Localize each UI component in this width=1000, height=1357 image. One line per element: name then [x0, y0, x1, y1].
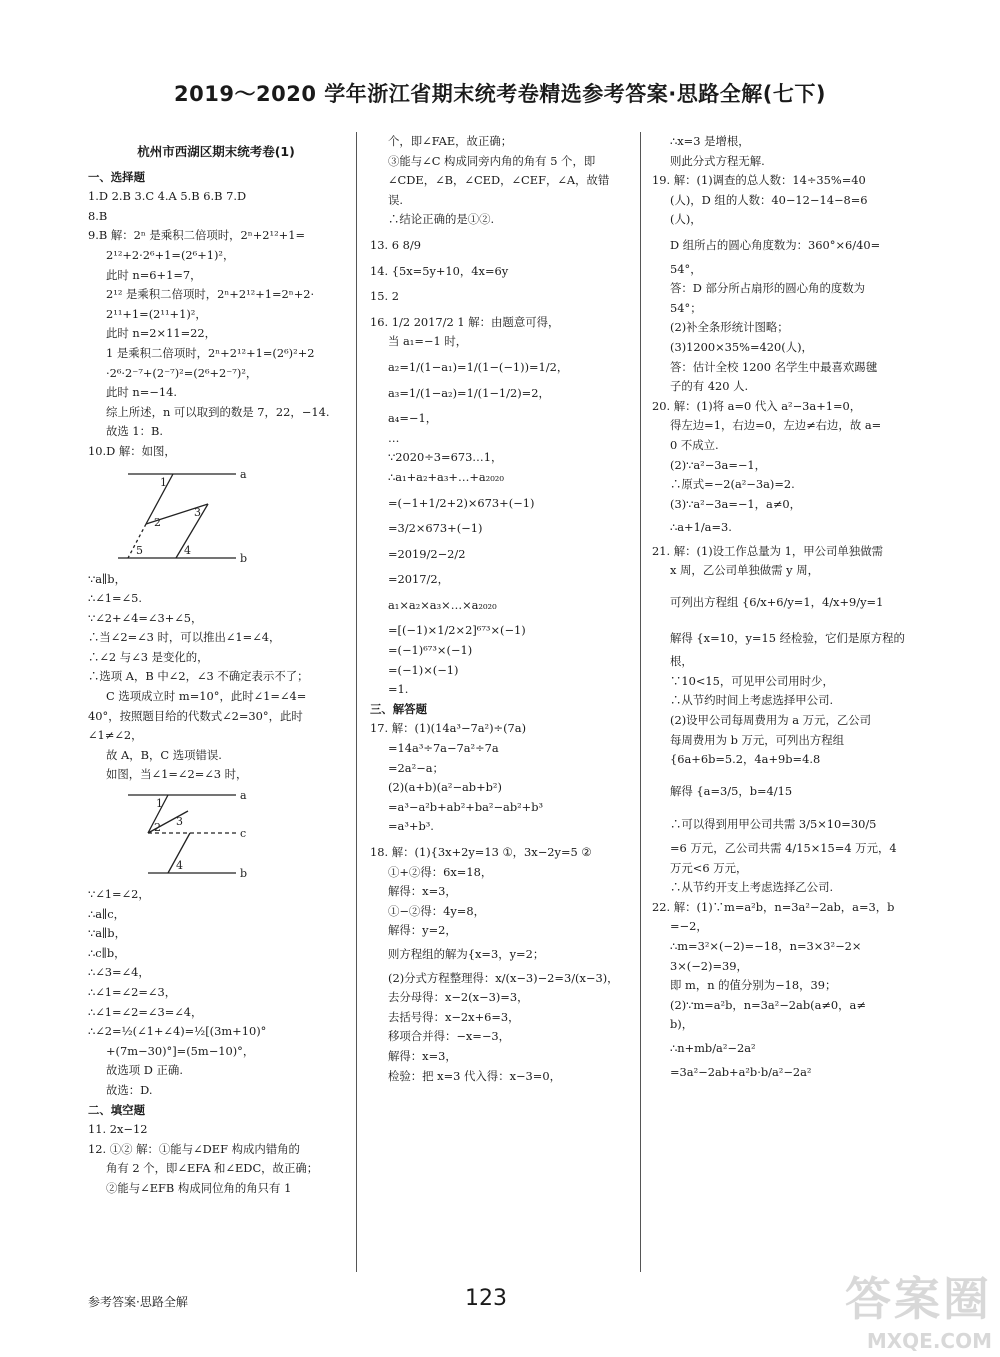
answer-line: 即 m，n 的值分别为−18，39； — [670, 978, 837, 993]
answer-line: x 周，乙公司单独做需 y 周， — [670, 563, 820, 578]
answer-line: ∴结论正确的是①②. — [388, 212, 495, 227]
answer-line: ∵a∥b， — [88, 926, 126, 941]
answer-line: 20. 解：(1)将 a=0 代入 a²−3a+1=0， — [652, 398, 862, 413]
answer-line: ∴原式=−2(a²−3a)=2. — [670, 477, 795, 492]
answer-line: ②能与∠EFB 构成同位角的角只有 1 — [106, 1180, 292, 1195]
answer-line: =a³+b³. — [388, 819, 434, 834]
watermark-logo — [845, 1263, 992, 1353]
answer-line: =2017/2， — [388, 572, 450, 587]
answer-line: ∵a∥b， — [88, 571, 126, 586]
line-label-a: a — [240, 789, 247, 803]
section-heading: 一、选择题 — [88, 169, 145, 184]
footer-label: 参考答案·思路全解 — [88, 1295, 188, 1309]
answer-line: ∴∠2=½(∠1+∠4)=½[(3m+10)° — [88, 1024, 267, 1039]
answer-line: =(−1+1/2+2)×673+(−1) — [388, 495, 535, 510]
answer-line: =3/2×673+(−1) — [388, 521, 483, 536]
answer-line: ∴从节约开支上考虑选择乙公司. — [670, 880, 834, 895]
answer-line: ∴a+1/a=3. — [670, 520, 732, 535]
answer-line: 解得：x=3， — [388, 1048, 457, 1063]
answer-line: a₃=1/(1−a₂)=1/(1−1/2)=2， — [388, 385, 550, 400]
answer-line: 0 不成立. — [670, 437, 719, 452]
line-label-b: b — [240, 867, 248, 881]
answer-line: 移项合并得：−x=−3， — [388, 1029, 511, 1044]
line-label-c: c — [240, 827, 247, 841]
answer-line: 则此分式方程无解. — [670, 153, 765, 168]
parallel-lines-figure-1 — [118, 464, 258, 568]
answer-line: 故 A，B，C 选项错误. — [106, 747, 222, 762]
answer-line: (人)， — [670, 212, 702, 227]
answer-line: 去括号得：x−2x+6=3， — [388, 1009, 520, 1024]
answer-line: 9.B 解：2ⁿ 是乘积二倍项时，2ⁿ+2¹²+1= — [88, 228, 305, 243]
answer-line: ∴∠1=∠2=∠3， — [88, 985, 177, 999]
answer-line: 此时 n=−14. — [106, 385, 177, 400]
answer-line: ①−②得：4y=8， — [388, 903, 485, 918]
answer-line: a₁×a₂×a₃×…×a₂₀₂₀ — [388, 597, 497, 612]
line-label-a: a — [240, 467, 247, 481]
column-middle — [370, 132, 632, 1086]
answer-line: 54°； — [670, 300, 702, 315]
answer-line: 故选 1：B. — [106, 424, 164, 439]
answer-line: 15. 2 — [370, 289, 399, 304]
answer-line: 解得 {x=10，y=15 经检验，它们是原方程的 — [670, 630, 905, 645]
answer-line: 根， — [670, 654, 693, 669]
answer-line: … — [388, 430, 400, 445]
answer-line: C 选项成立时 m=10°，此时∠1=∠4= — [106, 689, 307, 704]
answer-line: 误. — [388, 192, 404, 207]
answer-line: (2)∵m=a²b，n=3a²−2ab(a≠0，a≠ — [670, 997, 866, 1012]
answer-line: 去分母得：x−2(x−3)=3， — [388, 990, 529, 1005]
answer-line: 子的有 420 人. — [670, 379, 749, 394]
page-number: 123 — [465, 1286, 507, 1311]
answer-line: ∴∠2 与∠3 是变化的， — [88, 649, 209, 664]
parallel-lines-figure-2 — [118, 787, 258, 883]
answer-line: ∴当∠2=∠3 时，可以推出∠1=∠4， — [88, 630, 281, 645]
answer-line: a₄=−1， — [388, 411, 438, 426]
answer-line: ∴a₁+a₂+a₃+…+a₂₀₂₀ — [388, 469, 504, 484]
answer-line: (3)∵a²−3a=−1，a≠0， — [670, 496, 802, 511]
answer-line: 2¹¹+1=(2¹¹+1)²， — [106, 306, 207, 321]
answer-line: ∵2020÷3=673…1， — [388, 450, 503, 465]
angle-label-5: 5 — [136, 543, 143, 557]
answer-line: (2)∵a²−3a=−1， — [670, 457, 767, 472]
angle-label-3: 3 — [176, 815, 183, 829]
answer-line: =6 万元，乙公司共需 4/15×15=4 万元，4 — [670, 841, 897, 855]
answer-line: 可列出方程组 {6/x+6/y=1，4/x+9/y=1 — [670, 595, 884, 610]
answer-line: 10.D 解：如图， — [88, 443, 176, 458]
column-left — [88, 132, 344, 1199]
answer-line: 个，即∠FAE，故正确； — [388, 134, 513, 148]
page-title: 2019～2020 学年浙江省期末统考卷精选参考答案·思路全解(七下) — [174, 82, 826, 106]
answer-line: 1.D 2.B 3.C 4.A 5.B 6.B 7.D — [88, 189, 247, 204]
answer-line: ∴n+mb/a²−2a² — [670, 1040, 756, 1055]
answer-line: 21. 解：(1)设工作总量为 1，甲公司单独做需 — [652, 543, 883, 558]
angle-label-4: 4 — [176, 859, 183, 873]
answer-line: 此时 n=2×11=22， — [106, 326, 216, 341]
answer-line: 综上所述，n 可以取到的数是 7，22，−14. — [106, 404, 330, 419]
column-right — [652, 132, 906, 1082]
answer-line: =2019/2−2/2 — [388, 546, 466, 561]
answer-line: {6a+6b=5.2，4a+9b=4.8 — [670, 752, 821, 767]
answer-line: 12. ①② 解：①能与∠DEF 构成内错角的 — [88, 1141, 300, 1156]
answer-line: ∴∠1=∠5. — [88, 591, 142, 606]
answer-line: 14. {5x=5y+10，4x=6y — [370, 263, 509, 278]
answer-line: 解得：x=3， — [388, 884, 457, 899]
answer-line: 16. 1/2 2017/2 1 解：由题意可得， — [370, 314, 560, 329]
section-heading: 三、解答题 — [370, 701, 427, 716]
answer-line: a₂=1/(1−a₁)=1/(1−(−1))=1/2， — [388, 359, 569, 374]
answer-line: 故选：D. — [106, 1082, 153, 1097]
answer-line: 22. 解：(1)∵m=a²b，n=3a²−2ab，a=3，b — [652, 899, 895, 914]
angle-label-1: 1 — [156, 797, 163, 811]
angle-label-2: 2 — [154, 515, 161, 529]
answer-line: 40°，按照题目给的代数式∠2=30°，此时 — [88, 708, 303, 723]
answer-line: ∴∠1=∠2=∠3=∠4， — [88, 1004, 203, 1019]
answer-line: =a³−a²b+ab²+ba²−ab²+b³ — [388, 799, 544, 814]
section-heading: 二、填空题 — [88, 1102, 145, 1117]
answer-line: ∵10<15，可见甲公司用时少， — [670, 673, 834, 688]
answer-line: 解得 {a=3/5，b=4/15 — [670, 783, 793, 798]
answer-line: (3)1200×35%=420(人)， — [670, 339, 813, 354]
angle-label-1: 1 — [160, 475, 167, 489]
answer-line: ·2⁶·2⁻⁷+(2⁻⁷)²=(2⁶+2⁻⁷)²， — [106, 365, 258, 380]
answer-line: (2)补全条形统计图略； — [670, 320, 789, 335]
answer-line: 故选项 D 正确. — [106, 1063, 183, 1078]
answer-line: 每周费用为 b 万元，可列出方程组 — [670, 732, 845, 747]
answer-line: ∵∠2+∠4=∠3+∠5， — [88, 610, 203, 625]
answer-line: ∵∠1=∠2， — [88, 887, 150, 902]
answer-line: ③能与∠C 构成同旁内角的角有 5 个，即 — [388, 153, 596, 168]
answer-line: 答：D 部分所占扇形的圆心角的度数为 — [670, 281, 866, 296]
answer-line: 18. 解：(1){3x+2y=13 ①，3x−2y=5 ② — [370, 845, 592, 859]
answer-line: 2¹²+2·2⁶+1=(2⁶+1)²， — [106, 247, 235, 262]
answer-line: =−2， — [670, 919, 708, 934]
answer-line: 万元<6 万元， — [670, 860, 748, 875]
answer-line: 得左边=1，右边=0，左边≠右边，故 a= — [670, 418, 882, 433]
column-divider — [640, 132, 641, 1272]
answer-line: 则方程组的解为{x=3，y=2； — [388, 946, 545, 961]
answer-line: =14a³÷7a−7a²÷7a — [388, 741, 499, 756]
line-label-b: b — [240, 551, 248, 565]
answer-line: 54°， — [670, 261, 702, 276]
answer-line: 检验：把 x=3 代入得：x−3=0， — [388, 1068, 561, 1083]
angle-label-2: 2 — [154, 821, 161, 835]
answer-line: ∴m=3²×(−2)=−18，n=3×3²−2× — [670, 938, 862, 953]
answer-line: (2)(a+b)(a²−ab+b²) — [388, 780, 502, 795]
answer-line: ①+②得：6x=18， — [388, 864, 493, 879]
answer-line: 角有 2 个，即∠EFA 和∠EDC，故正确； — [106, 1161, 319, 1176]
answer-line: 8.B — [88, 208, 108, 223]
answer-line: 1 是乘积二倍项时，2ⁿ+2¹²+1=(2⁶)²+2 — [106, 345, 315, 360]
answer-line: 3×(−2)=39， — [670, 958, 748, 973]
answer-line: ∴c∥b， — [88, 945, 126, 960]
answer-line: =3a²−2ab+a²b·b/a²−2a² — [670, 1064, 812, 1079]
answer-line: =2a²−a； — [388, 760, 444, 775]
answer-line: (2)分式方程整理得：x/(x−3)−2=3/(x−3)， — [388, 970, 619, 985]
answer-line: 答：估计全校 1200 名学生中最喜欢踢毽 — [670, 359, 878, 374]
answer-line: +(7m−30)°]=(5m−10)°， — [106, 1043, 255, 1058]
answer-line: ∴x=3 是增根， — [670, 134, 750, 148]
answer-line: ∴从节约时间上考虑选择甲公司. — [670, 693, 834, 708]
answer-line: ∠CDE，∠B，∠CED，∠CEF，∠A，故错 — [388, 173, 610, 188]
answer-line: 此时 n=6+1=7， — [106, 267, 202, 282]
answer-line: =(−1)×(−1) — [388, 662, 459, 677]
exam-subtitle: 杭州市西湖区期末统考卷(1) — [137, 144, 295, 159]
answer-line: =[(−1)×1/2×2]⁶⁷³×(−1) — [388, 623, 526, 638]
angle-label-3: 3 — [194, 505, 201, 519]
answer-line: ∴可以得到用甲公司共需 3/5×10=30/5 — [670, 817, 877, 832]
watermark-text: 答案圈 — [845, 1272, 992, 1326]
answer-line: 2¹² 是乘积二倍项时，2ⁿ+2¹²+1=2ⁿ+2· — [106, 287, 315, 302]
answer-line: 解得：y=2， — [388, 923, 457, 938]
answer-line: b)， — [670, 1017, 694, 1032]
column-divider — [356, 132, 357, 1272]
answer-line: D 组所占的圆心角度数为：360°×6/40= — [670, 237, 881, 252]
answer-line: 17. 解：(1)(14a³−7a²)÷(7a) — [370, 721, 527, 736]
answer-line: (人)，D 组的人数：40−12−14−8=6 — [670, 192, 868, 207]
answer-line: 19. 解：(1)调查的总人数：14÷35%=40 — [652, 173, 866, 188]
answer-line: (2)设甲公司每周费用为 a 万元，乙公司 — [670, 713, 872, 728]
answer-line: ∴∠3=∠4， — [88, 965, 150, 980]
answer-line: =(−1)⁶⁷³×(−1) — [388, 643, 473, 658]
answer-line: ∴选项 A，B 中∠2，∠3 不确定表示不了； — [88, 669, 309, 684]
answer-line: =1. — [388, 682, 409, 697]
answer-line: 当 a₁=−1 时， — [388, 334, 468, 349]
watermark-url: MXQE.COM — [866, 1329, 992, 1353]
answer-line: 如图，当∠1=∠2=∠3 时， — [106, 767, 248, 782]
answer-line: ∴a∥c， — [88, 906, 126, 921]
answer-line: ∠1≠∠2， — [88, 728, 143, 743]
answer-line: 13. 6 8/9 — [370, 237, 421, 252]
angle-label-4: 4 — [184, 543, 191, 557]
answer-line: 11. 2x−12 — [88, 1122, 148, 1137]
